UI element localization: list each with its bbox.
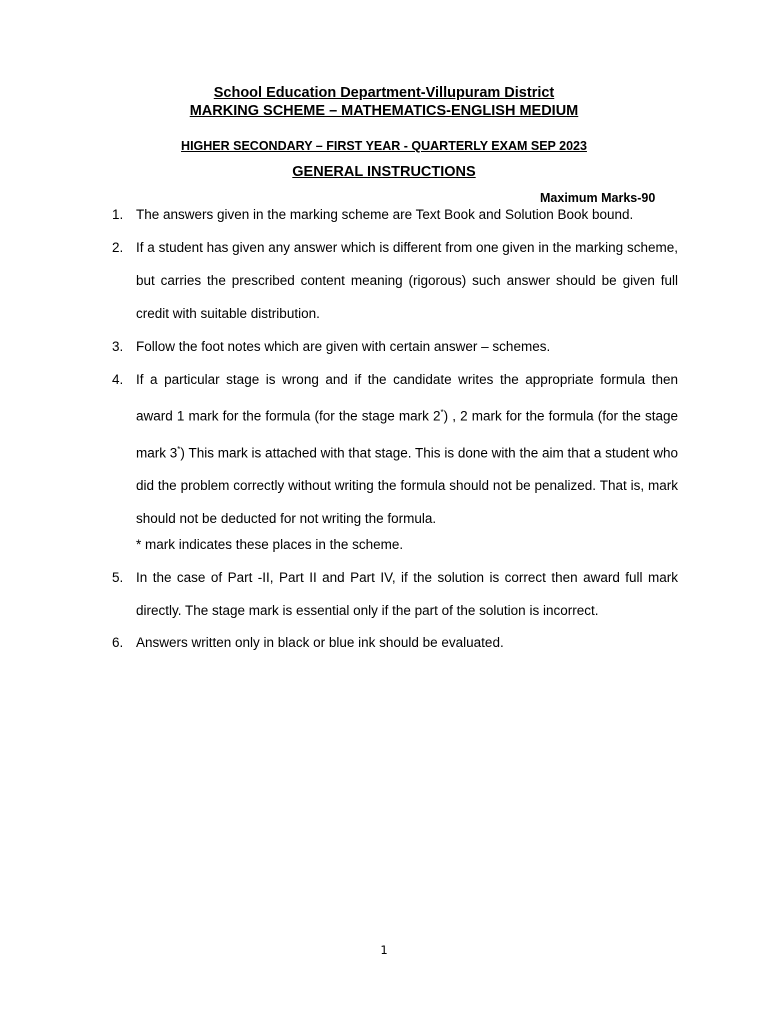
page-number: 1 (380, 943, 388, 957)
instruction-number: 6. (112, 635, 124, 650)
asterisk-mark: * (440, 408, 444, 417)
instruction-number: 5. (112, 570, 124, 585)
asterisk-note: * mark indicates these places in the scheme. (136, 537, 404, 552)
instruction-text-part: If a particular stage is wrong and if the candidate writes the appropriate formula then award 1 mark for the formula (for the stage mark 2 (136, 372, 678, 424)
instruction-item-3 (112, 330, 678, 363)
instruction-item-2 (112, 231, 678, 330)
instruction-text: In the case of Part -II, Part II and Part IV, if the solution is correct then award full mark directly. The stage mark is essential only if the part of the solution is incorrect. (136, 570, 678, 618)
header-marking-scheme: MARKING SCHEME – MATHEMATICS-ENGLISH MEDIUM (189, 103, 579, 119)
instruction-number: 4. (112, 372, 124, 387)
instruction-item-5 (112, 561, 678, 627)
instruction-text: Answers written only in black or blue ink should be evaluated. (136, 635, 504, 650)
instruction-text: Follow the foot notes which are given with certain answer – schemes. (136, 339, 551, 354)
instruction-text (136, 363, 678, 535)
asterisk-mark: * (177, 444, 181, 454)
instruction-text-part: ) , 2 mark for the formula (for the stage mark 3 (136, 408, 679, 460)
instruction-item-6 (112, 626, 678, 659)
instruction-number: 1. (112, 207, 124, 222)
instruction-number: 2. (112, 240, 124, 255)
instruction-item-4 (112, 363, 678, 535)
header-exam-title: HIGHER SECONDARY – FIRST YEAR - QUARTERLY EXAM SEP 2023 (181, 139, 587, 153)
instruction-text: If a student has given any answer which is different from one given in the marking scheme, but carries the prescribed content meaning (rigorous) such answer should be given full credit with suitable distribution. (136, 240, 678, 321)
instruction-number: 3. (112, 339, 124, 354)
header-department: School Education Department-Villupuram District (213, 85, 555, 101)
instruction-text: The answers given in the marking scheme are Text Book and Solution Book bound. (136, 207, 634, 222)
instruction-item-1 (112, 198, 678, 231)
maximum-marks: Maximum Marks-90 (540, 191, 656, 205)
header-general-instructions: GENERAL INSTRUCTIONS (292, 164, 476, 180)
instruction-text-part: ) This mark is attached with that stage. This is done with the aim that a student who did the problem correctly without writing the formula should not be penalized. That is, mark should not be deducted for not writing the formula. (136, 445, 678, 526)
